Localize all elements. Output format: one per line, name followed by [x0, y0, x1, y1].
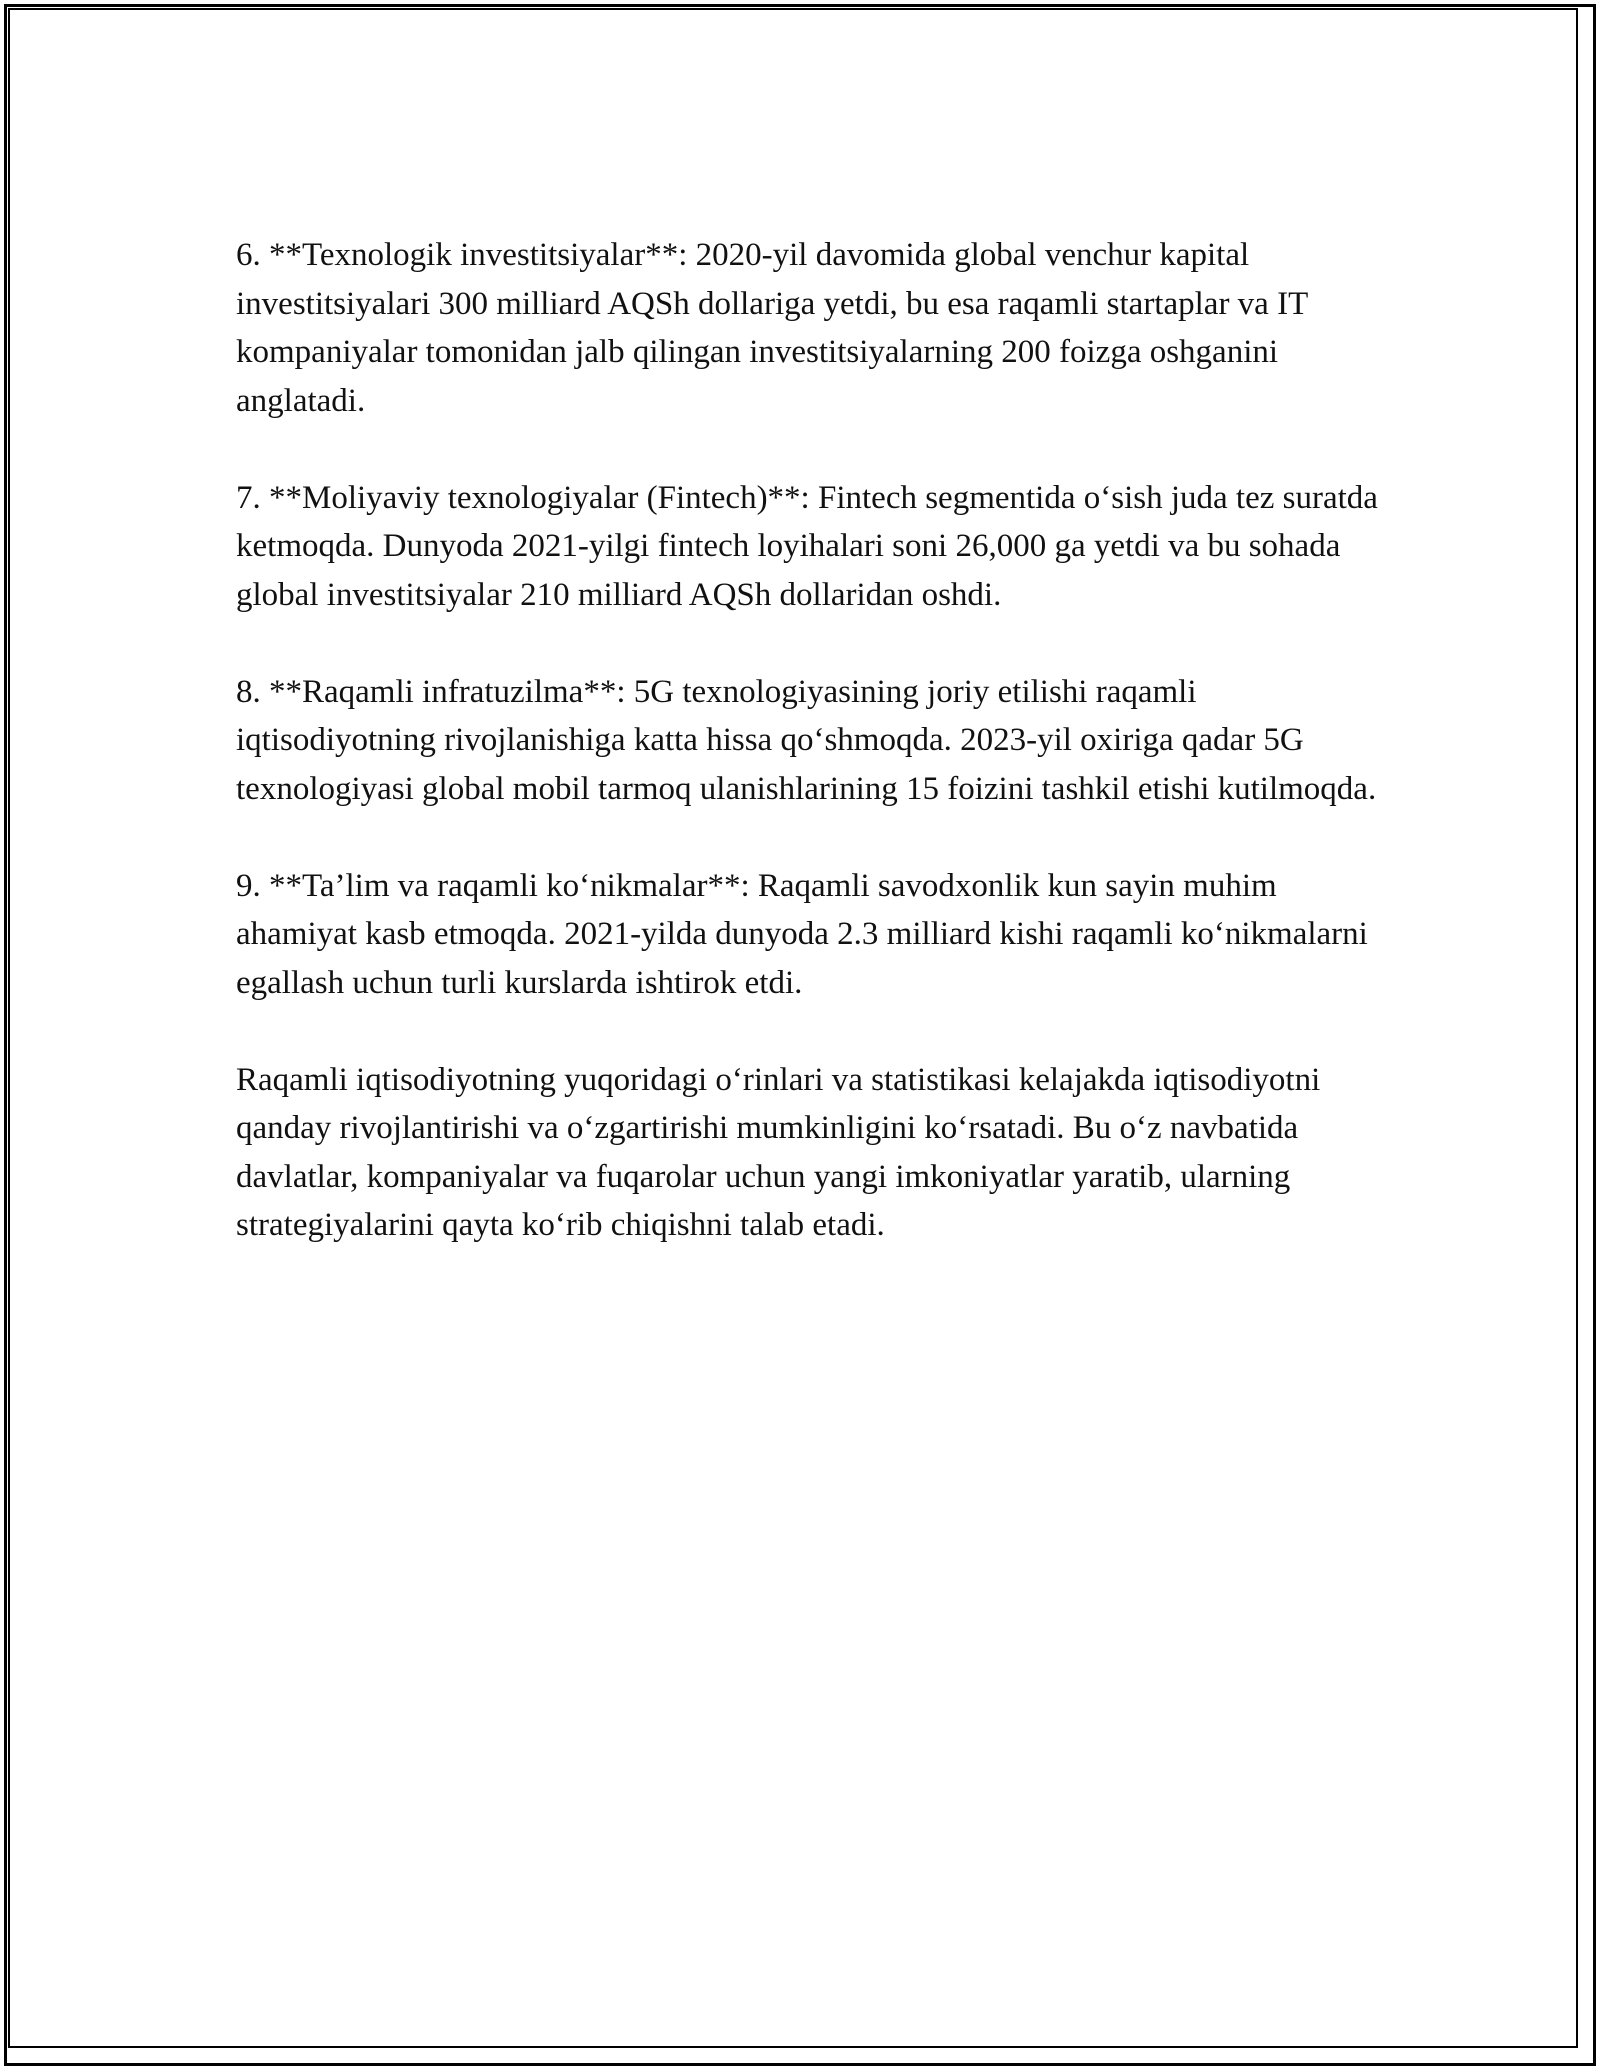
paragraph-conclusion: Raqamli iqtisodiyotning yuqoridagi o‘rinlari va statistikasi kelajakda iqtisodiyotni qanday rivojlantirishi va o‘zgartirishi mumkinligini ko‘rsatadi. Bu o‘z navbatida davlatlar, kompaniyalar va fuqarolar uchun yangi imkoniyatlar yaratib, ularning strategiyalarini qayta ko‘rib chiqishni talab etadi.: [236, 1061, 1321, 1243]
paragraph-fintech: 7. **Moliyaviy texnologiyalar (Fintech)**: Fintech segmentida o‘sish juda tez suratda ketmoqda. Dunyoda 2021-yilgi fintech loyihalari soni 26,000 ga yetdi va bu sohada global investitsiyalar 210 milliard AQSh dollaridan oshdi.: [236, 479, 1378, 613]
document-body: [236, 231, 1386, 1298]
paragraph-education-digital-skills: 9. **Ta’lim va raqamli ko‘nikmalar**: Raqamli savodxonlik kun sayin muhim ahamiyat kasb etmoqda. 2021-yilda dunyoda 2.3 milliard kishi raqamli ko‘nikmalarni egallash uchun turli kurslarda ishtirok etdi.: [236, 867, 1368, 1001]
paragraph-digital-infrastructure: 8. **Raqamli infratuzilma**: 5G texnologiyasining joriy etilishi raqamli iqtisodiyotning rivojlanishiga katta hissa qo‘shmoqda. 2023-yil oxiriga qadar 5G texnologiyasi global mobil tarmoq ulanishlarining 15 foizini tashkil etishi kutilmoqda.: [236, 673, 1377, 807]
paragraph-technology-investments: 6. **Texnologik investitsiyalar**: 2020-yil davomida global venchur kapital investitsiyalari 300 milliard AQSh dollariga yetdi, bu esa raqamli startaplar va IT kompaniyalar tomonidan jalb qilingan investitsiyalarning 200 foizga oshganini anglatadi.: [236, 237, 1308, 419]
